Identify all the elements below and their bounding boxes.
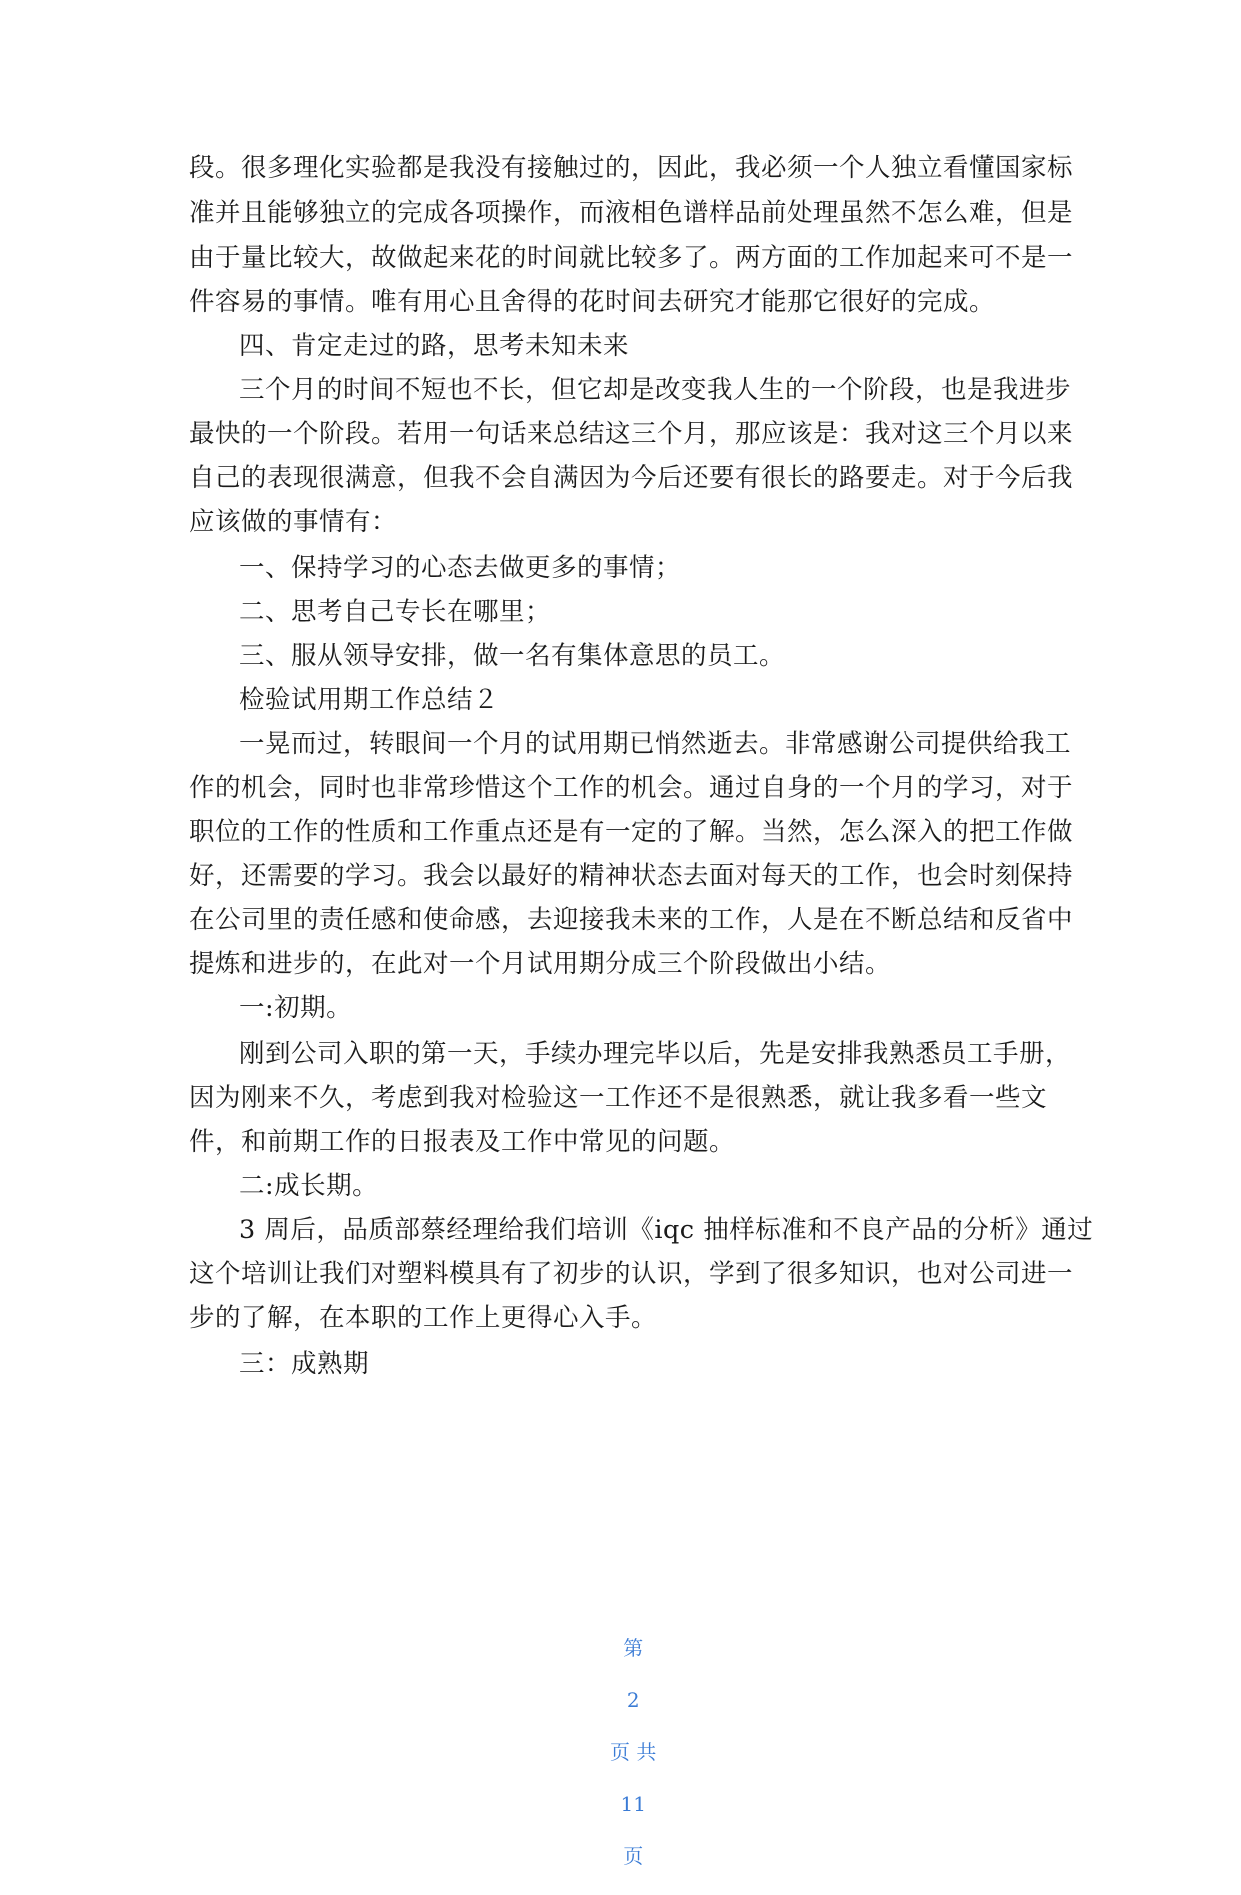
current-page-number: 2	[626, 1688, 640, 1712]
text-line: 由于量比较大，故做起来花的时间就比较多了。两方面的工作加起来可不是一	[189, 243, 1074, 273]
text-line: 件容易的事情。唯有用心且舍得的花时间去研究才能那它很好的完成。	[189, 287, 996, 317]
page-footer	[0, 1609, 1241, 1895]
footer-suffix: 页	[623, 1844, 644, 1868]
text-line: 步的了解，在本职的工作上更得心入手。	[189, 1303, 658, 1333]
text-line: 二、思考自己专长在哪里；	[239, 597, 552, 627]
text-line: 二:成长期。	[239, 1171, 379, 1201]
text-line: 三、服从领导安排，做一名有集体意思的员工。	[239, 641, 786, 671]
text-line: 职位的工作的性质和工作重点还是有一定的了解。当然，怎么深入的把工作做	[189, 817, 1074, 847]
total-pages-number: 11	[620, 1792, 646, 1816]
text-line: 检验试用期工作总结２	[239, 685, 500, 715]
text-line: 在公司里的责任感和使命感，去迎接我未来的工作，人是在不断总结和反省中	[189, 905, 1074, 935]
text-line: 最快的一个阶段。若用一句话来总结这三个月，那应该是：我对这三个月以来	[189, 419, 1074, 449]
text-line: 准并且能够独立的完成各项操作，而液相色谱样品前处理虽然不怎么难，但是	[189, 198, 1074, 228]
text-line: 应该做的事情有：	[189, 507, 398, 537]
text-line: 四、肯定走过的路，思考未知未来	[239, 331, 630, 361]
text-line: 段。很多理化实验都是我没有接触过的，因此，我必须一个人独立看懂国家标	[189, 153, 1074, 183]
text-line: 自己的表现很满意，但我不会自满因为今后还要有很长的路要走。对于今后我	[189, 463, 1074, 493]
footer-middle: 页 共	[610, 1740, 657, 1764]
text-line: 件，和前期工作的日报表及工作中常见的问题。	[189, 1127, 736, 1157]
text-line: 刚到公司入职的第一天，手续办理完毕以后，先是安排我熟悉员工手册，	[239, 1039, 1072, 1069]
footer-prefix: 第	[623, 1636, 644, 1660]
text-line: 提炼和进步的，在此对一个月试用期分成三个阶段做出小结。	[189, 949, 892, 979]
text-line: 三个月的时间不短也不长，但它却是改变我人生的一个阶段，也是我进步	[239, 375, 1072, 405]
text-line: 一晃而过，转眼间一个月的试用期已悄然逝去。非常感谢公司提供给我工	[239, 729, 1072, 759]
text-line: 作的机会，同时也非常珍惜这个工作的机会。通过自身的一个月的学习，对于	[189, 773, 1074, 803]
text-line: 三：成熟期	[239, 1349, 370, 1379]
text-line: 这个培训让我们对塑料模具有了初步的认识，学到了很多知识，也对公司进一	[189, 1259, 1074, 1289]
text-line: 因为刚来不久，考虑到我对检验这一工作还不是很熟悉，就让我多看一些文	[189, 1083, 1048, 1113]
text-line: 好，还需要的学习。我会以最好的精神状态去面对每天的工作，也会时刻保持	[189, 861, 1074, 891]
text-line: 一、保持学习的心态去做更多的事情；	[239, 553, 682, 583]
text-line: 一:初期。	[239, 993, 353, 1023]
text-line: 3 周后，品质部蔡经理给我们培训《iqc 抽样标准和不良产品的分析》通过	[239, 1215, 1094, 1245]
